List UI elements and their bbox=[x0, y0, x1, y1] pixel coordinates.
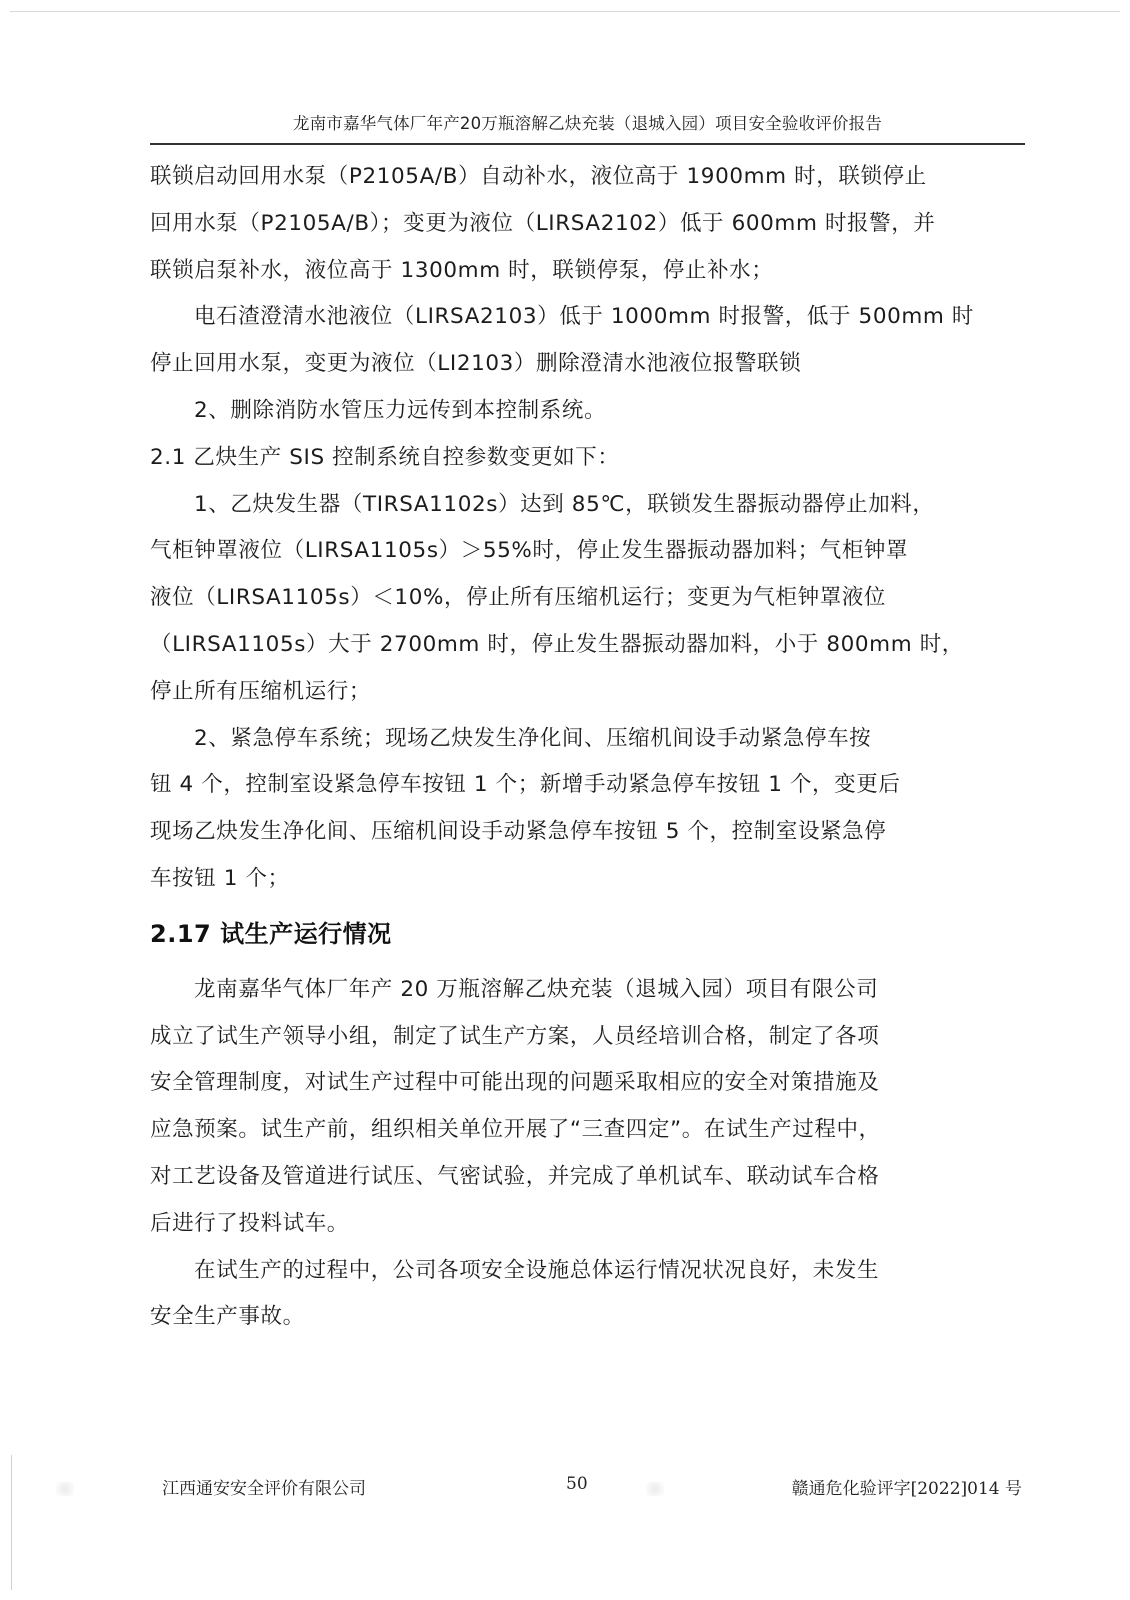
text-line: 2.1 乙炔生产 SIS 控制系统自控参数变更如下： bbox=[150, 444, 620, 470]
paragraph-generator-interlock bbox=[150, 482, 1022, 716]
text-line: 2、紧急停车系统；现场乙炔发生净化间、压缩机间设手动紧急停车按 bbox=[194, 725, 872, 751]
text-line: 联锁启动回用水泵（P2105A/B）自动补水，液位高于 1900mm 时，联锁停止 bbox=[150, 164, 927, 189]
text-line: 联锁启泵补水，液位高于 1300mm 时，联锁停泵，停止补水； bbox=[150, 257, 774, 283]
running-header: 龙南市嘉华气体厂年产20万瓶溶解乙炔充装（退城入园）项目安全验收评价报告 bbox=[292, 114, 883, 133]
text-line: 在试生产的过程中，公司各项安全设施总体运行情况状况良好，未发生 bbox=[194, 1257, 880, 1283]
scan-edge-line bbox=[11, 1455, 12, 1590]
text-line: 停止所有压缩机运行； bbox=[150, 678, 372, 704]
text-line: 气柜钟罩液位（LIRSA1105s）＞55%时，停止发生器振动器加料；气柜钟罩 bbox=[150, 538, 909, 564]
text-line: 液位（LIRSA1105s）＜10%，停止所有压缩机运行；变更为气柜钟罩液位 bbox=[150, 585, 887, 611]
text-line: 后进行了投料试车。 bbox=[150, 1210, 349, 1236]
subsection-sis-title bbox=[150, 435, 1022, 482]
text-line: 回用水泵（P2105A/B）；变更为液位（LIRSA2102）低于 600mm 时报警，并 bbox=[150, 210, 936, 236]
text-line: 2、删除消防水管压力远传到本控制系统。 bbox=[194, 397, 607, 423]
text-line: 现场乙炔发生净化间、压缩机间设手动紧急停车按钮 5 个，控制室设紧急停 bbox=[150, 819, 887, 845]
footer-company: 江西通安安全评价有限公司 bbox=[162, 1479, 366, 1499]
header-rule bbox=[150, 143, 1025, 145]
text-line: 对工艺设备及管道进行试压、气密试验，并完成了单机试车、联动试车合格 bbox=[150, 1163, 880, 1189]
text-line: 钮 4 个，控制室设紧急停车按钮 1 个；新增手动紧急停车按钮 1 个，变更后 bbox=[150, 772, 901, 798]
text-line: 龙南嘉华气体厂年产 20 万瓶溶解乙炔充装（退城入园）项目有限公司 bbox=[194, 976, 879, 1002]
text-line: 应急预案。试生产前，组织相关单位开展了“三查四定”。在试生产过程中， bbox=[150, 1117, 881, 1143]
text-line: 停止回用水泵，变更为液位（LI2103）删除澄清水池液位报警联锁 bbox=[150, 351, 802, 377]
text-line: 成立了试生产领导小组，制定了试生产方案，人员经培训合格，制定了各项 bbox=[150, 1023, 880, 1049]
footer-document-number: 赣通危化验评字[2022]014 号 bbox=[791, 1479, 1022, 1499]
page-number: 50 bbox=[566, 1474, 588, 1494]
page-body bbox=[150, 154, 1022, 1341]
paragraph-fire-water bbox=[150, 388, 1022, 435]
section-heading: 2.17 试生产运行情况 bbox=[150, 919, 392, 948]
scan-smudge bbox=[56, 1482, 74, 1496]
paragraph-emergency-stop bbox=[150, 716, 1022, 903]
paragraph-trial-production bbox=[150, 967, 1022, 1248]
text-line: 安全管理制度，对试生产过程中可能出现的问题采取相应的安全对策措施及 bbox=[150, 1070, 880, 1096]
paragraph-safety-outcome bbox=[150, 1248, 1022, 1342]
text-line: 1、乙炔发生器（TIRSA1102s）达到 85℃，联锁发生器振动器停止加料， bbox=[194, 491, 935, 517]
page-footer bbox=[150, 1474, 1022, 1502]
text-line: 电石渣澄清水池液位（LIRSA2103）低于 1000mm 时报警，低于 500mm 时 bbox=[194, 304, 974, 330]
text-line: 安全生产事故。 bbox=[150, 1304, 305, 1330]
text-line: （LIRSA1105s）大于 2700mm 时，停止发生器振动器加料，小于 800mm 时， bbox=[150, 631, 964, 657]
text-line: 车按钮 1 个； bbox=[150, 865, 290, 891]
paragraph-clarifier-level bbox=[150, 294, 1022, 388]
paragraph-pump-interlock bbox=[150, 154, 1022, 294]
scan-edge-line bbox=[10, 11, 1120, 12]
